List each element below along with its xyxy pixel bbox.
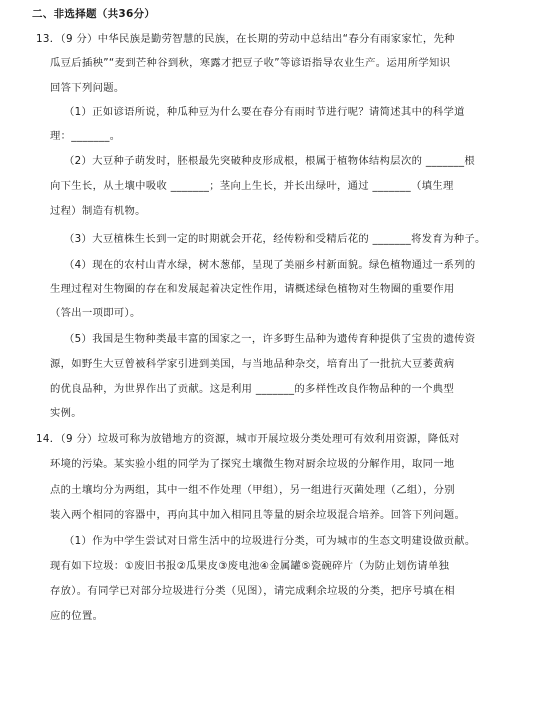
q14-line-5: （1）作为中学生尝试对日常生活中的垃圾进行分类，可为城市的生态文明建设做贡献。 xyxy=(64,535,476,547)
q13-line-11: 生理过程对生物圈的存在和发展起着决定性作用，请概述绿色植物对生物圈的重要作用 xyxy=(50,283,455,295)
q13-line-1: 13．（9 分）中华民族是勤劳智慧的民族，在长期的劳动中总结出“春分有雨家家忙，先种 xyxy=(36,33,455,45)
section-title: 二、非选择题（共36分） xyxy=(32,8,156,20)
q13-line-10: （4）现在的农村山青水绿，树木葱郁，呈现了美丽乡村新面貌。绿色植物通过一系列的 xyxy=(64,259,476,271)
q13-line-16: 实例。 xyxy=(50,407,82,419)
q13-line-7: 向下生长，从土壤中吸收 _______；茎向上生长，并长出绿叶，通过 _______（填生理 xyxy=(50,180,454,192)
q14-line-1: 14．（9 分）垃圾可称为放错地方的资源，城市开展垃圾分类处理可有效利用资源，降低对 xyxy=(36,433,460,445)
q14-line-4: 装入两个相同的容器中，再向其中加入相同且等量的厨余垃圾混合培养。回答下列问题。 xyxy=(50,509,466,521)
q13-line-4: （1）正如谚语所说，种瓜种豆为什么要在春分有雨时节进行呢？请简述其中的科学道 xyxy=(64,106,465,118)
q13-line-9: （3）大豆植株生长到一定的时期就会开花，经传粉和受精后花的 _______将发育为种子。 xyxy=(64,233,486,245)
q13-line-5: 理：_______。 xyxy=(50,130,121,142)
q14-line-7: 存放）。有同学已对部分垃圾进行分类（见图），请完成剩余垃圾的分类，把序号填在相 xyxy=(50,585,455,597)
q13-line-15: 的优良品种，为世界作出了贡献。这是利用 _______的多样性改良作物品种的一个典型 xyxy=(50,383,455,395)
q13-line-13: （5）我国是生物种类最丰富的国家之一，许多野生品种为遗传育种提供了宝贵的遗传资 xyxy=(64,333,476,345)
q14-line-3: 点的土壤均分为两组，其中一组不作处理（甲组），另一组进行灭菌处理（乙组），分别 xyxy=(50,484,455,496)
q13-line-14: 源，如野生大豆曾被科学家引进到美国，与当地品种杂交，培育出了一批抗大豆萎黄病 xyxy=(50,358,455,370)
q13-line-2: 瓜豆后插秧”“麦到芒种谷到秋，寒露才把豆子收”等谚语指导农业生产。运用所学知识 xyxy=(50,57,451,69)
q14-line-2: 环境的污染。某实验小组的同学为了探究土壤微生物对厨余垃圾的分解作用，取同一地 xyxy=(50,458,455,470)
q14-line-8: 应的位置。 xyxy=(50,610,104,622)
q13-line-6: （2）大豆种子萌发时，胚根最先突破种皮形成根，根属于植物体结构层次的 _______根 xyxy=(64,155,476,167)
q13-line-12: （答出一项即可）。 xyxy=(50,307,141,319)
q14-line-6: 现有如下垃圾：①废旧书报②瓜果皮③废电池④金属罐⑤瓷碗碎片（为防止划伤请单独 xyxy=(50,560,450,572)
q13-line-3: 回答下列问题。 xyxy=(50,82,125,94)
q13-line-8: 过程）制造有机物。 xyxy=(50,205,146,217)
